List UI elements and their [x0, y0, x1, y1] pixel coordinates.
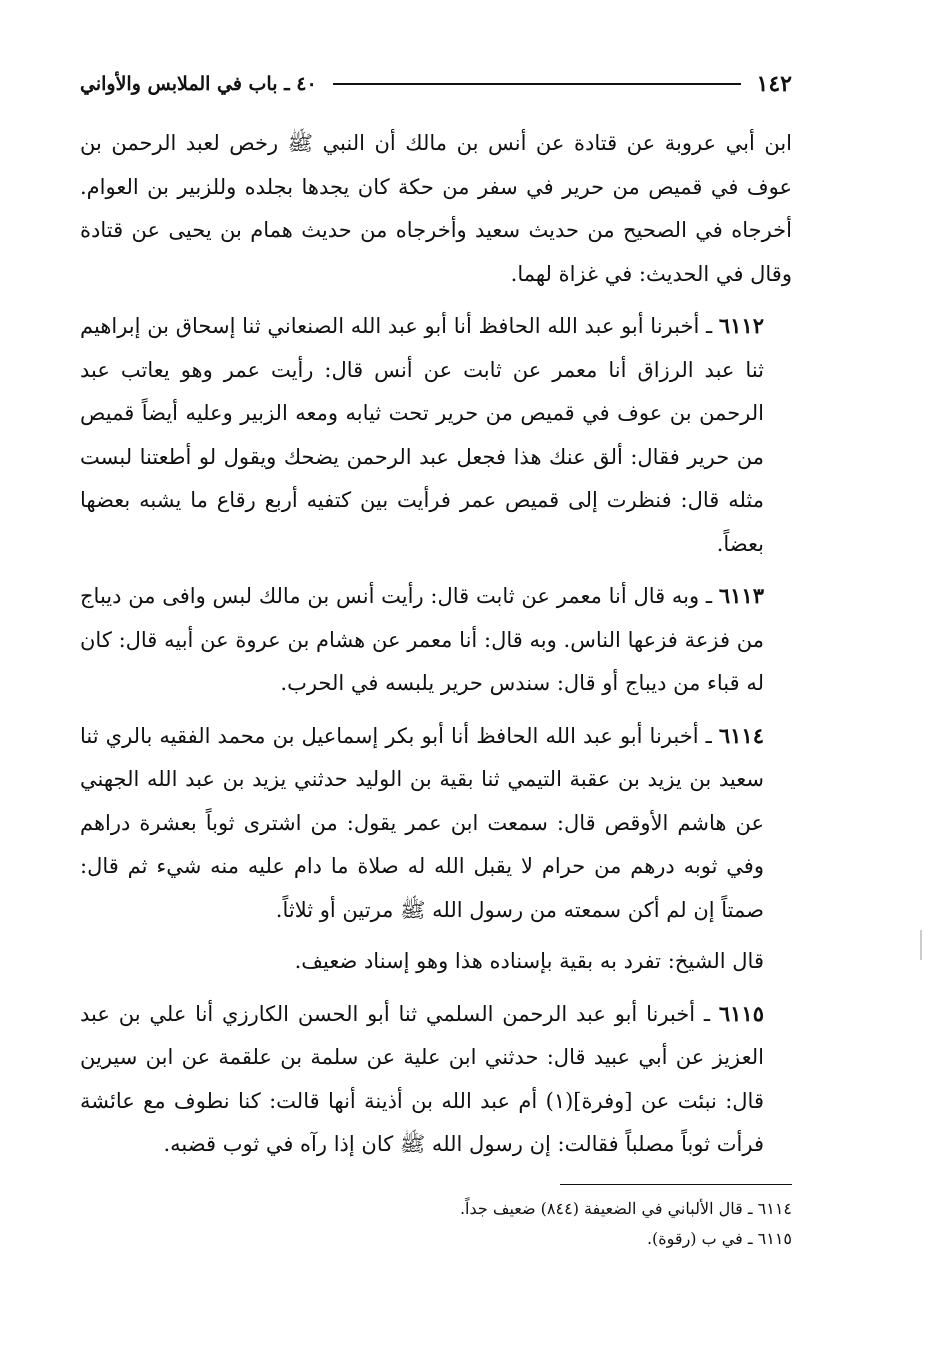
hadith-number: ٦١١٢	[718, 313, 764, 338]
hadith-6114	[80, 714, 792, 933]
hadith-6115	[80, 992, 792, 1167]
paragraph-continuation: ابن أبي عروبة عن قتادة عن أنس بن مالك أن النبي ﷺ رخص لعبد الرحمن بن عوف في قميص من حرير في سفر من حكة كان يجدها بجلده وللزبير بن العوام. أخرجاه في الصحيح من حديث سعيد وأخرجاه من حديث همام بن يحيى عن قتادة وقال في الحديث: في غزاة لهما.	[80, 131, 792, 286]
footnote-6115: ٦١١٥ ـ في ب (رقوة).	[646, 1229, 792, 1248]
hadith-text: ـ أخبرنا أبو عبد الله الحافظ أنا أبو عبد الله الصنعاني ثنا إسحاق بن إبراهيم ثنا عبد الرزاق أنا معمر عن ثابت عن أنس قال: رأيت عمر وهو يعاتب عبد الرحمن بن عوف في قميص من حرير تحت ثيابه ومعه الزبير وعليه أيضاً قميص من حرير فقال: ألق عنك هذا فجعل عبد الرحمن يضحك ويقول لو أطعتنا لبست مثله قال: فنظرت إلى قميص عمر فرأيت بين كتفيه أربع رقاع ما يشبه بعضها بعضاً.	[80, 314, 764, 556]
running-title: ٤٠ ـ باب في الملابس والأواني	[80, 73, 317, 95]
page-header	[80, 62, 792, 106]
main-text	[80, 122, 792, 1175]
hadith-number: ٦١١٤	[718, 722, 764, 748]
sheikh-comment: قال الشيخ: تفرد به بقية بإسناده هذا وهو إسناد ضعيف.	[294, 949, 764, 973]
hadith-number: ٦١١٣	[718, 583, 764, 608]
hadith-6112	[80, 304, 792, 566]
hadith-text: ـ وبه قال أنا معمر عن ثابت قال: رأيت أنس بن مالك لبس وافى من ديباج من فزعة فزعها الناس. وبه قال: أنا معمر عن هشام بن عروة عن أبيه قال: كان له قباء من ديباج أو قال: سندس حرير يلبسه في الحرب.	[80, 584, 764, 695]
footnotes	[80, 1194, 792, 1254]
hadith-number: ٦١١٥	[718, 1000, 764, 1026]
hadith-text: ـ أخبرنا أبو عبد الرحمن السلمي ثنا أبو الحسن الكارزي أنا علي بن عبد العزيز عن أبي عبيد قال: حدثني ابن علية عن سلمة بن علقمة عن ابن سيرين قال: نبئت عن [وفرة](١) أم عبد الله بن أذينة أنها قالت: كنا نطوف مع عائشة فرأت ثوباً مصلباً فقالت: إن رسول الله ﷺ كان إذا رآه في ثوب قضبه.	[80, 1001, 764, 1156]
scan-margin-mark	[920, 930, 922, 960]
page-number: ١٤٢	[756, 71, 792, 97]
hadith-6113	[80, 574, 792, 706]
hadith-text: ـ أخبرنا أبو عبد الله الحافظ أنا أبو بكر إسماعيل بن محمد الفقيه بالري ثنا سعيد بن يزيد بن عقبة التيمي ثنا بقية بن الوليد حدثني يزيد بن عبد الله الجهني عن هاشم الأوقص قال: سمعت ابن عمر يقول: من اشترى ثوباً بعشرة دراهم وفي ثوبه درهم من حرام لا يقبل الله له صلاة ما دام عليه منه شيء ثم قال: صمتاً إن لم أكن سمعته من رسول الله ﷺ مرتين أو ثلاثاً.	[80, 723, 764, 922]
header-rule	[333, 83, 741, 85]
footnote-6114: ٦١١٤ ـ قال الألباني في الضعيفة (٨٤٤) ضعيف جداً.	[459, 1199, 792, 1218]
footnote-divider	[560, 1184, 792, 1185]
